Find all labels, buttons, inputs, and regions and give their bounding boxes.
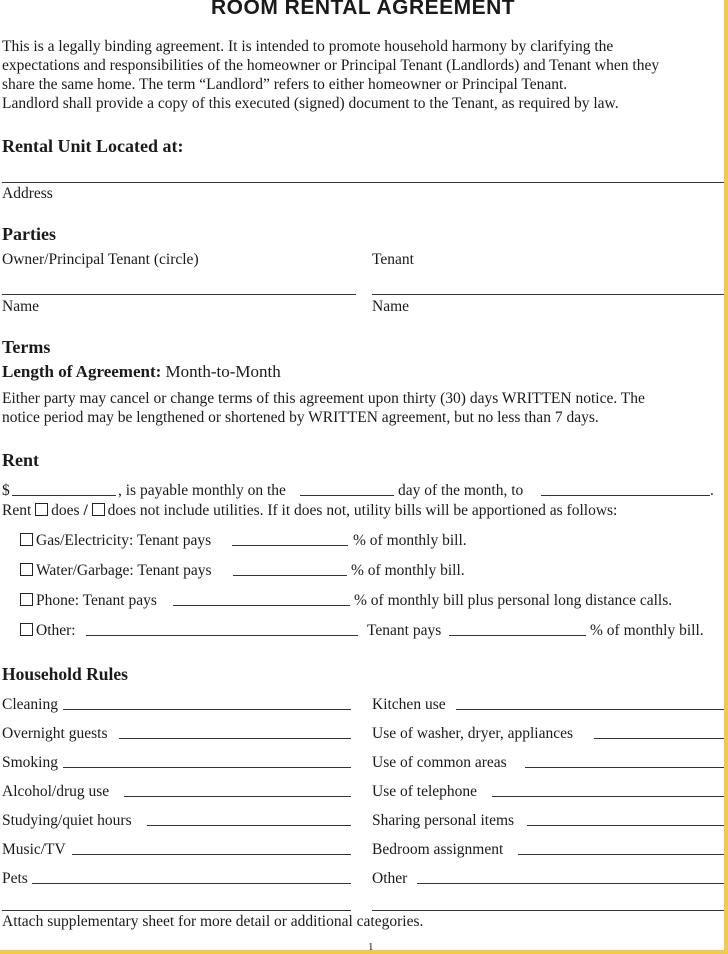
phone-percent-field[interactable] — [173, 605, 350, 606]
rule-washer-field[interactable] — [594, 738, 724, 739]
rent-day-field[interactable] — [300, 495, 394, 496]
intro-line-4: Landlord shall provide a copy of this executed (signed) document to the Tenant, as required by law. — [2, 95, 619, 112]
rule-pets-field[interactable] — [32, 883, 351, 884]
utility-row-other — [20, 622, 76, 640]
water-checkbox[interactable] — [20, 563, 33, 576]
rule-common-label: Use of common areas — [372, 754, 507, 771]
rule-alcohol-field[interactable] — [124, 796, 351, 797]
does-checkbox[interactable] — [35, 503, 48, 516]
slash-separator: / — [83, 502, 88, 519]
rule-smoking-field[interactable] — [63, 767, 351, 768]
rule-bedroom-label: Bedroom assignment — [372, 841, 504, 858]
owner-name-field[interactable] — [2, 294, 356, 295]
intro-line-1: This is a legally binding agreement. It is intended to promote household harmony by clarifying the — [2, 38, 614, 55]
rent-payee-field[interactable] — [541, 495, 710, 496]
rule-cleaning-label: Cleaning — [2, 696, 58, 713]
other-tenant-pays: Tenant pays — [367, 622, 442, 639]
does-not-checkbox[interactable] — [92, 503, 105, 516]
intro-line-3: share the same home. The term “Landlord” refers to either homeowner or Principal Tenant. — [2, 76, 568, 93]
rule-telephone-label: Use of telephone — [372, 783, 478, 800]
length-value: Month-to-Month — [165, 362, 281, 381]
owner-label: Owner/Principal Tenant (circle) — [2, 251, 199, 268]
rule-common-field[interactable] — [525, 767, 724, 768]
rule-kitchen-label: Kitchen use — [372, 696, 446, 713]
water-suffix: % of monthly bill. — [351, 562, 465, 579]
rent-end-dot: . — [710, 482, 714, 499]
rule-sharing-label: Sharing personal items — [372, 812, 515, 829]
rule-bedroom-field[interactable] — [518, 854, 724, 855]
address-field[interactable] — [2, 182, 724, 183]
does-not-text: does not include utilities. If it does not, utility bills will be apportioned as follows: — [107, 502, 618, 519]
rule-pets-label: Pets — [2, 870, 28, 887]
water-percent-field[interactable] — [233, 575, 347, 576]
rule-overnight-field[interactable] — [119, 738, 351, 739]
does-text: does — [51, 502, 80, 519]
rule-other-field[interactable] — [417, 883, 724, 884]
page-number: 1 — [368, 941, 374, 953]
phone-checkbox[interactable] — [20, 593, 33, 606]
rule-washer-label: Use of washer, dryer, appliances — [372, 725, 574, 742]
rule-sharing-field[interactable] — [527, 825, 724, 826]
rule-studying-field[interactable] — [147, 825, 351, 826]
gas-percent-field[interactable] — [232, 545, 348, 546]
phone-suffix: % of monthly bill plus personal long distance calls. — [354, 592, 673, 609]
rule-other-label: Other — [372, 870, 408, 887]
other-label: Other: — [36, 622, 76, 639]
address-label: Address — [2, 185, 53, 202]
rule-music-label: Music/TV — [2, 841, 66, 858]
rent-day-of-text: day of the month, to — [398, 482, 524, 499]
rule-studying-label: Studying/quiet hours — [2, 812, 132, 829]
utility-row-gas — [20, 532, 211, 550]
owner-name-label: Name — [2, 298, 40, 315]
phone-label: Phone: Tenant pays — [36, 592, 157, 609]
gas-checkbox[interactable] — [20, 533, 33, 546]
tenant-name-field[interactable] — [372, 294, 724, 295]
length-of-agreement — [2, 362, 281, 382]
utility-row-water — [20, 562, 212, 580]
rule-kitchen-field[interactable] — [456, 709, 724, 710]
notice-line-2: notice period may be lengthened or shortened by WRITTEN agreement, but no less than 7 days. — [2, 409, 599, 426]
rental-unit-heading: Rental Unit Located at: — [2, 136, 184, 156]
rent-heading: Rent — [2, 450, 39, 470]
utility-row-phone — [20, 592, 157, 610]
other-utility-field[interactable] — [86, 635, 358, 636]
parties-heading: Parties — [2, 224, 56, 244]
tenant-name-label: Name — [372, 298, 410, 315]
terms-heading: Terms — [2, 337, 51, 357]
other-percent-field[interactable] — [449, 635, 586, 636]
document-title: ROOM RENTAL AGREEMENT — [211, 0, 516, 19]
rule-overnight-label: Overnight guests — [2, 725, 108, 742]
household-rules-heading: Household Rules — [2, 664, 128, 684]
other-checkbox[interactable] — [20, 623, 33, 636]
attach-note: Attach supplementary sheet for more detail or additional categories. — [2, 913, 424, 930]
water-label: Water/Garbage: Tenant pays — [36, 562, 212, 579]
rent-word: Rent — [2, 502, 32, 519]
rent-amount-field[interactable] — [12, 495, 116, 496]
tenant-label: Tenant — [372, 251, 414, 268]
rule-extra-field-right[interactable] — [372, 910, 724, 911]
rule-cleaning-field[interactable] — [63, 709, 351, 710]
length-label: Length of Agreement: — [2, 362, 162, 381]
rule-music-field[interactable] — [72, 854, 351, 855]
rule-telephone-field[interactable] — [492, 796, 724, 797]
gas-label: Gas/Electricity: Tenant pays — [36, 532, 212, 549]
notice-line-1: Either party may cancel or change terms of this agreement upon thirty (30) days WRITTEN notice. The — [2, 390, 645, 407]
rent-utilities-line — [2, 502, 617, 520]
other-suffix: % of monthly bill. — [590, 622, 704, 639]
rent-payable-text: , is payable monthly on the — [118, 482, 286, 499]
intro-line-2: expectations and responsibilities of the homeowner or Principal Tenant (Landlords) and Tenant when they — [2, 57, 660, 74]
rent-dollar: $ — [2, 482, 10, 499]
rule-smoking-label: Smoking — [2, 754, 58, 771]
gas-suffix: % of monthly bill. — [353, 532, 467, 549]
rule-alcohol-label: Alcohol/drug use — [2, 783, 110, 800]
rule-extra-field-left[interactable] — [2, 910, 351, 911]
